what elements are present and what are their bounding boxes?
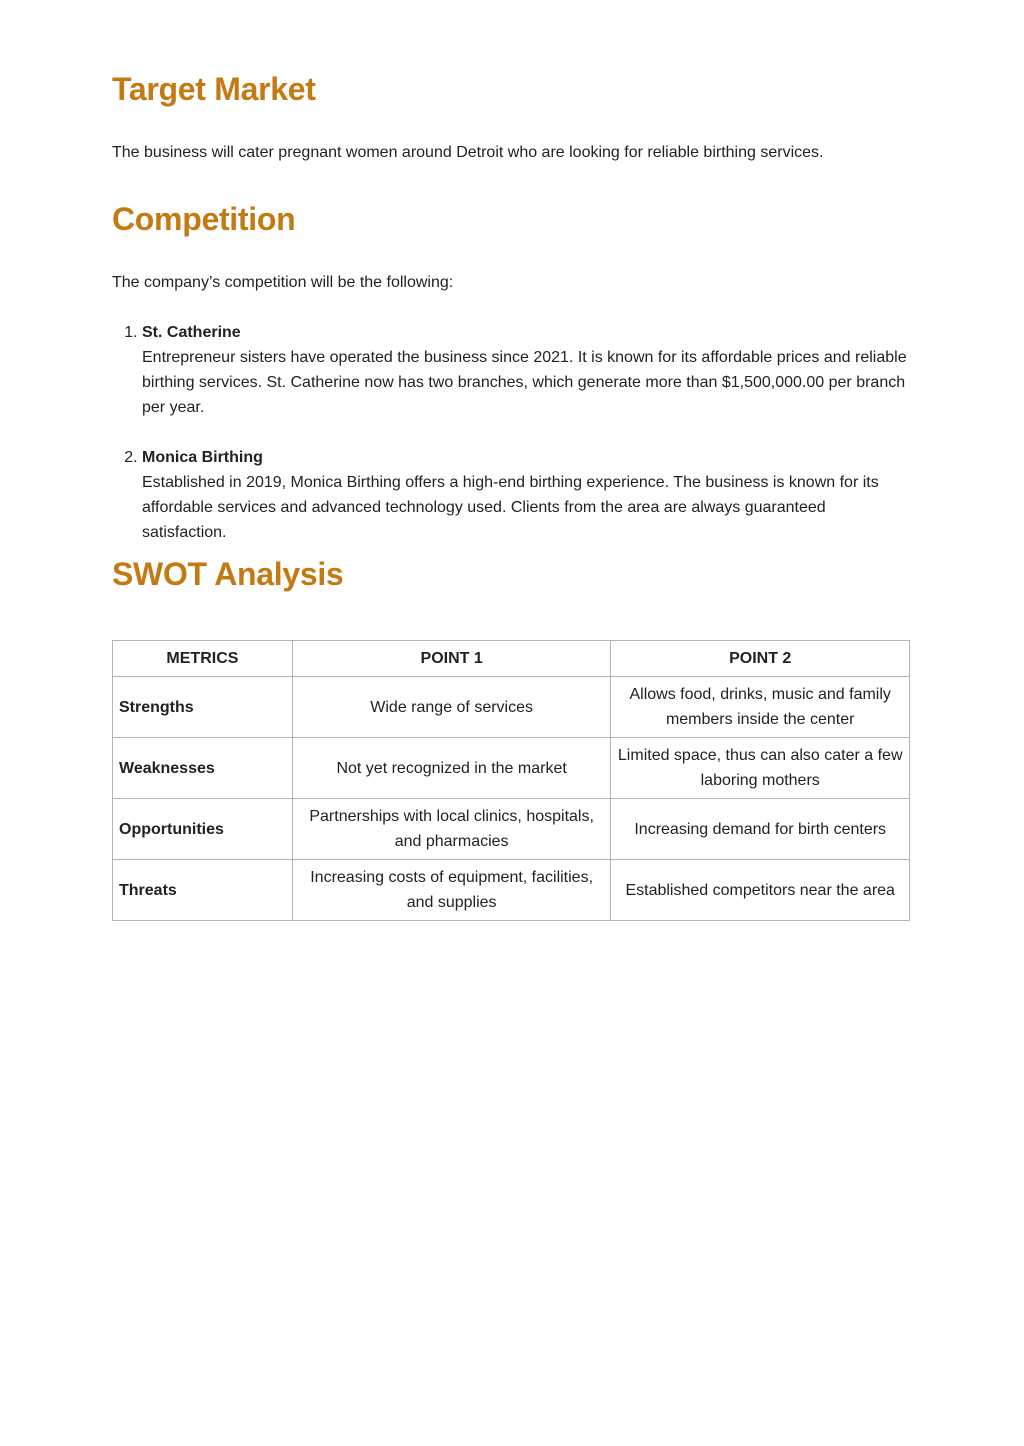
table-row	[113, 738, 910, 799]
competitor-name: 1. St. Catherine	[142, 324, 241, 341]
competition-heading: Competition	[112, 201, 296, 237]
swot-header-row	[113, 641, 910, 677]
point2-cell: Limited space, thus can also cater a few laboring mothers	[611, 738, 910, 799]
table-row	[113, 860, 910, 921]
competitor-description: Established in 2019, Monica Birthing offers a high-end birthing experience. The business is known for its affordable services and advanced technology used. Clients from the area are always guaranteed satisfaction.	[142, 474, 879, 541]
metric-cell: Weaknesses	[113, 738, 293, 799]
competitor-name: 2. Monica Birthing	[142, 449, 263, 466]
competitor-description: Entrepreneur sisters have operated the business since 2021. It is known for its affordable prices and reliable birthing services. St. Catherine now has two branches, which generate more than $1,500,000.00 per branch per year.	[142, 349, 907, 416]
point1-cell: Partnerships with local clinics, hospitals, and pharmacies	[292, 799, 611, 860]
column-header-point1: POINT 1	[292, 641, 611, 677]
point2-cell: Increasing demand for birth centers	[611, 799, 910, 860]
column-header-point2: POINT 2	[611, 641, 910, 677]
metric-cell: Opportunities	[113, 799, 293, 860]
metric-cell: Strengths	[113, 677, 293, 738]
swot-table	[112, 640, 910, 921]
competition-intro: The company’s competition will be the following:	[112, 274, 454, 291]
target-market-heading: Target Market	[112, 71, 316, 107]
table-row	[113, 799, 910, 860]
metric-cell: Threats	[113, 860, 293, 921]
competitor-item	[142, 445, 912, 545]
table-row	[113, 677, 910, 738]
competitor-list	[112, 320, 912, 570]
point2-cell: Allows food, drinks, music and family members inside the center	[611, 677, 910, 738]
point1-cell: Wide range of services	[292, 677, 611, 738]
point1-cell: Not yet recognized in the market	[292, 738, 611, 799]
target-market-text: The business will cater pregnant women around Detroit who are looking for reliable birthing services.	[112, 144, 824, 161]
swot-heading: SWOT Analysis	[112, 556, 344, 592]
point2-cell: Established competitors near the area	[611, 860, 910, 921]
point1-cell: Increasing costs of equipment, facilities, and supplies	[292, 860, 611, 921]
competitor-item	[142, 320, 912, 420]
column-header-metrics: METRICS	[113, 641, 293, 677]
